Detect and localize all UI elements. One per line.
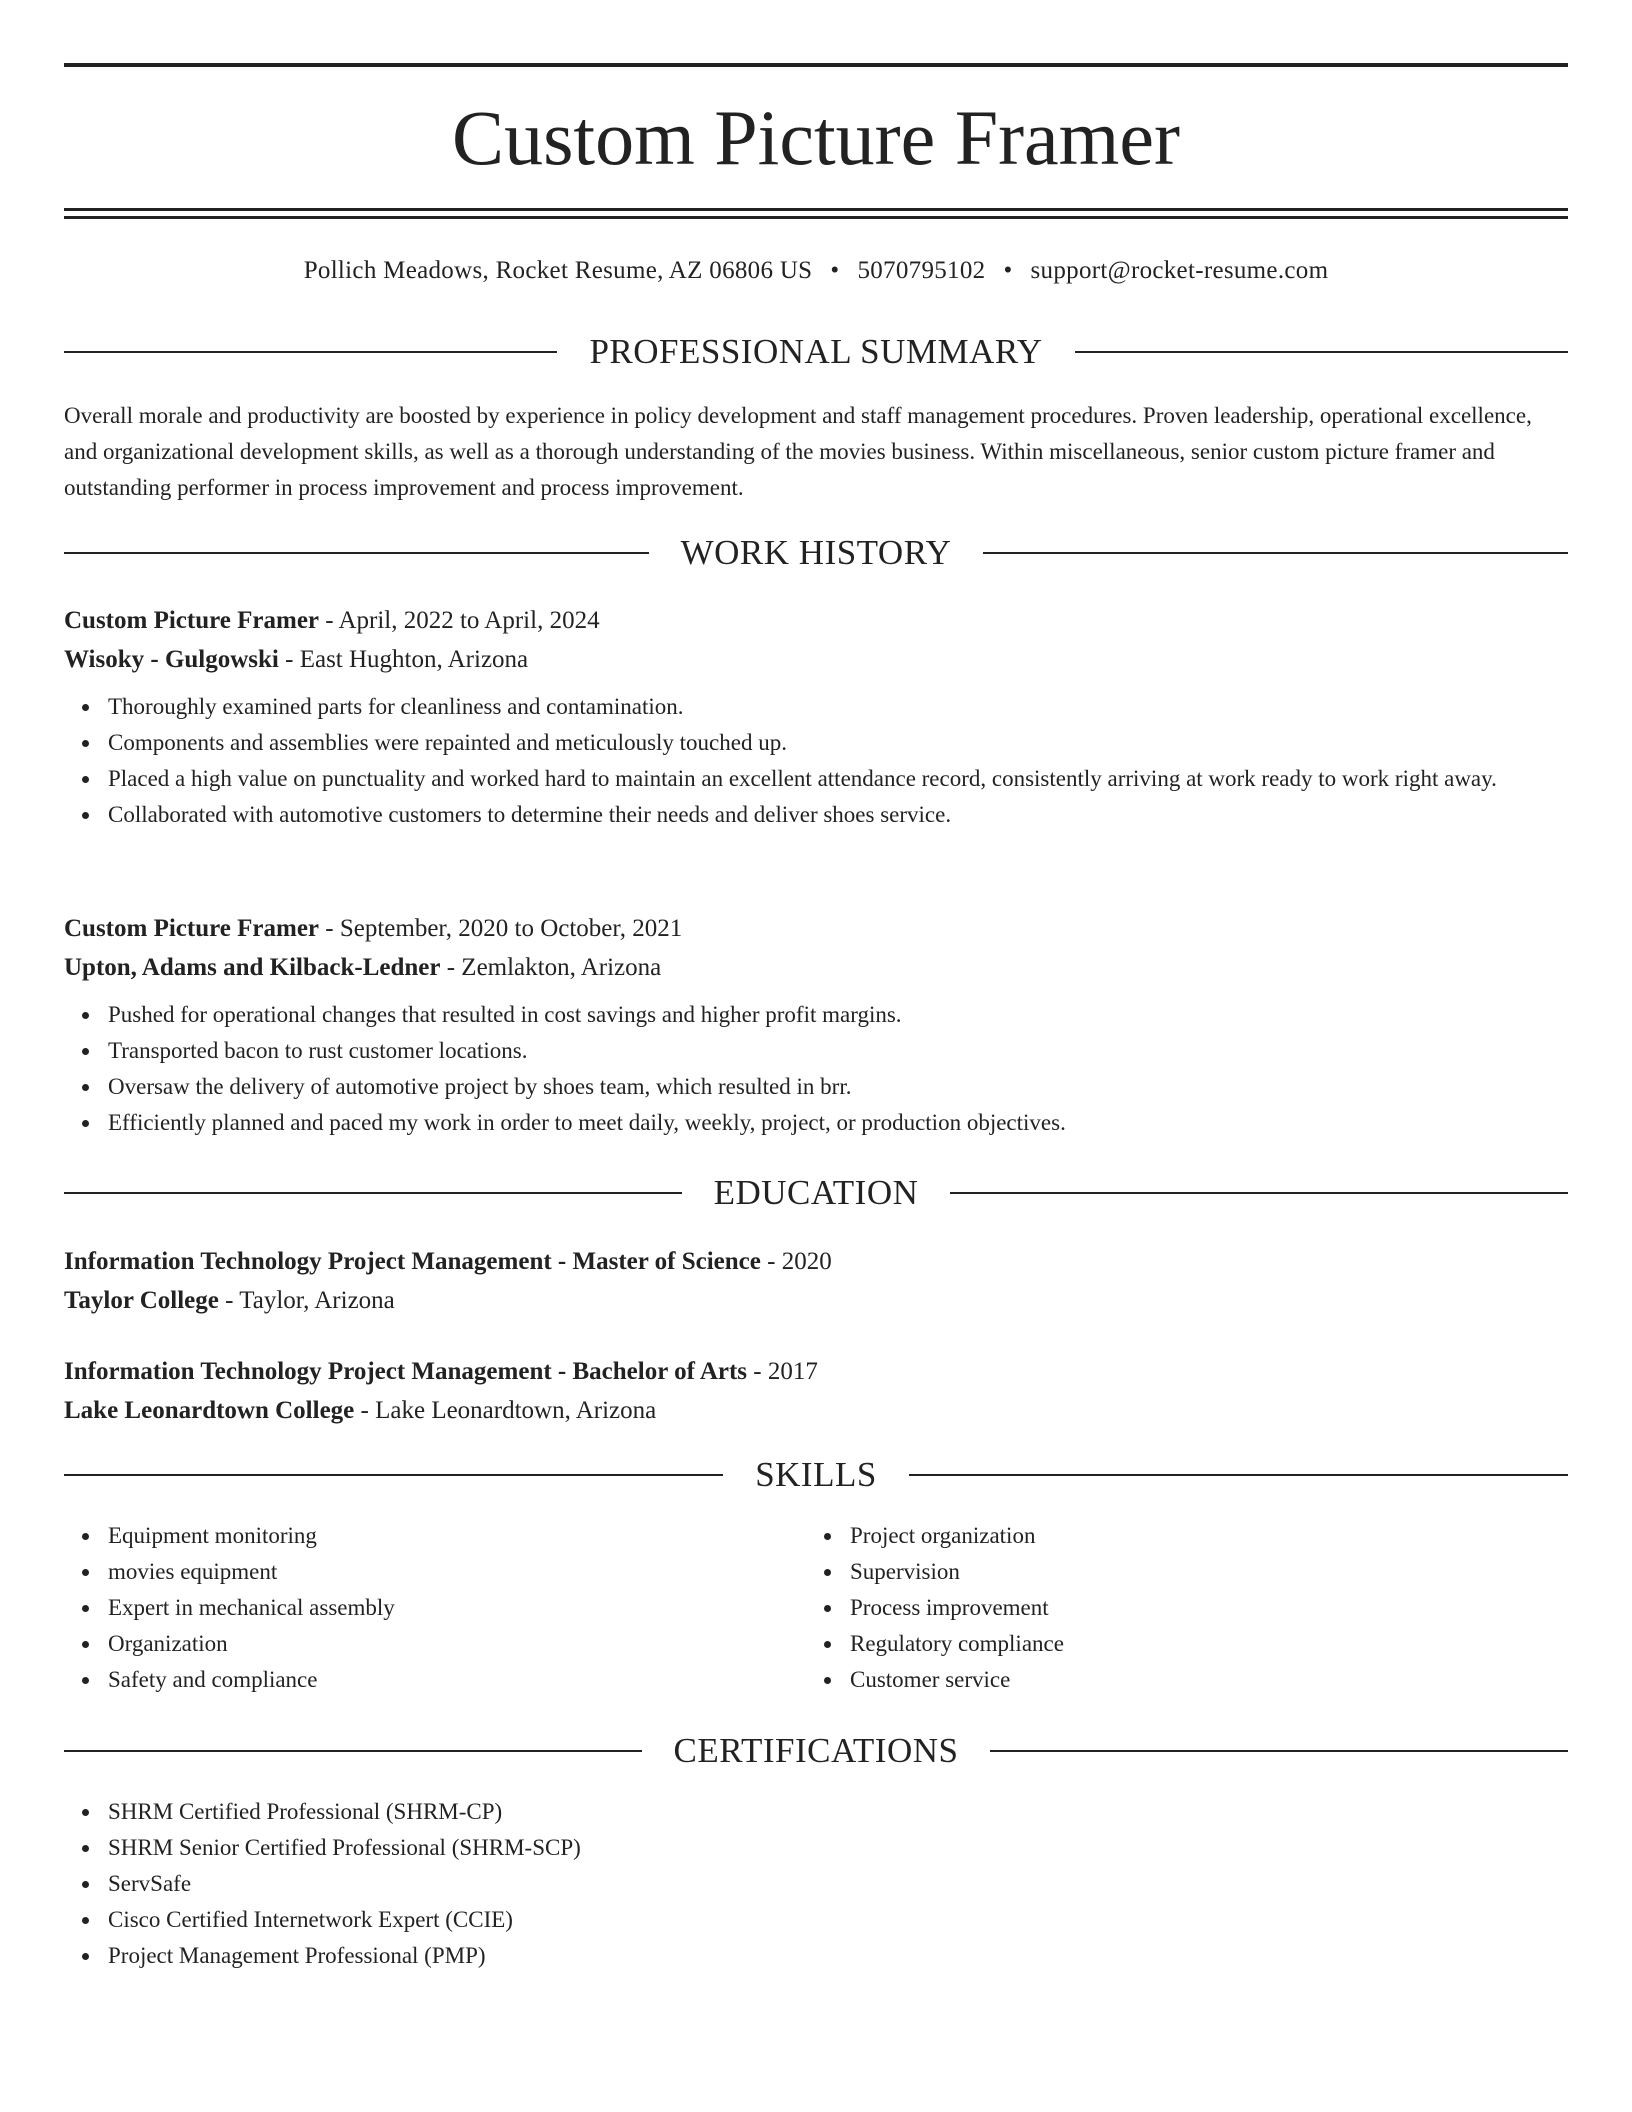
list-item: Efficiently planned and paced my work in order to meet daily, weekly, project, or production objectives. <box>108 1105 1568 1141</box>
heading-rule <box>909 1474 1568 1476</box>
list-item: Placed a high value on punctuality and worked hard to maintain an excellent attendance record, consistently arriving at work ready to work right away. <box>108 761 1568 797</box>
list-item: Pushed for operational changes that resulted in cost savings and higher profit margins. <box>108 997 1568 1033</box>
heading-rule <box>990 1750 1568 1752</box>
job-title: Custom Picture Framer <box>64 607 320 634</box>
job-location: - Zemlakton, Arizona <box>440 954 662 981</box>
job-title-line <box>64 601 1568 640</box>
list-item: Equipment monitoring <box>108 1518 764 1554</box>
list-item: Process improvement <box>850 1590 1506 1626</box>
list-item: Organization <box>108 1626 764 1662</box>
section-title: PROFESSIONAL SUMMARY <box>589 332 1043 371</box>
section-title: SKILLS <box>755 1455 877 1494</box>
job-title-line <box>64 909 1568 948</box>
list-item: Transported bacon to rust customer locations. <box>108 1033 1568 1069</box>
job-company: Wisoky - Gulgowski <box>64 646 279 673</box>
list-item: Expert in mechanical assembly <box>108 1590 764 1626</box>
certifications-list <box>64 1794 1568 1974</box>
school-line <box>64 1281 1568 1320</box>
school: Taylor College <box>64 1287 219 1314</box>
degree: Information Technology Project Management - Bachelor of Arts <box>64 1358 748 1385</box>
school-location: - Taylor, Arizona <box>218 1287 395 1314</box>
list-item: Project Management Professional (PMP) <box>108 1938 1568 1974</box>
skills-column-right <box>806 1518 1506 1698</box>
header-bottom-rule-2 <box>64 216 1568 219</box>
list-item: Project organization <box>850 1518 1506 1554</box>
section-heading-summary <box>64 330 1568 374</box>
job-location: - East Hughton, Arizona <box>278 646 529 673</box>
list-item: ServSafe <box>108 1866 1568 1902</box>
header-bottom-rule <box>64 208 1568 211</box>
list-item: Collaborated with automotive customers to determine their needs and deliver shoes service. <box>108 797 1568 833</box>
job-company-line <box>64 948 1568 987</box>
heading-rule <box>950 1192 1568 1194</box>
heading-rule <box>1075 351 1568 353</box>
list-item: Thoroughly examined parts for cleanliness and contamination. <box>108 689 1568 725</box>
skills-list <box>806 1518 1506 1698</box>
degree-line <box>64 1242 1568 1281</box>
skills-list <box>64 1518 764 1698</box>
list-item: Safety and compliance <box>108 1662 764 1698</box>
degree: Information Technology Project Management - Master of Science <box>64 1248 761 1275</box>
contact-email: support@rocket-resume.com <box>1030 257 1329 284</box>
list-item: Components and assemblies were repainted and meticulously touched up. <box>108 725 1568 761</box>
skills-column-left <box>64 1518 764 1698</box>
list-item: Cisco Certified Internetwork Expert (CCIE) <box>108 1902 1568 1938</box>
job-company-line <box>64 640 1568 679</box>
heading-rule <box>983 552 1568 554</box>
list-item: SHRM Certified Professional (SHRM-CP) <box>108 1794 1568 1830</box>
heading-rule <box>64 552 649 554</box>
job-bullets <box>64 997 1568 1141</box>
list-item: Regulatory compliance <box>850 1626 1506 1662</box>
heading-rule <box>64 1192 682 1194</box>
job-entry <box>64 601 1568 833</box>
job-company: Upton, Adams and Kilback-Ledner <box>64 954 441 981</box>
job-entry <box>64 909 1568 1141</box>
job-dates: - April, 2022 to April, 2024 <box>319 607 600 634</box>
job-title: Custom Picture Framer <box>64 915 320 942</box>
contact-line <box>64 254 1568 288</box>
heading-rule <box>64 1750 642 1752</box>
degree-year: - 2017 <box>747 1358 818 1385</box>
summary-text: Overall morale and productivity are boosted by experience in policy development and staff management procedures. Proven leadership, operational excellence, and organizational development skills, as well as a thorough understanding of the movies business. Within miscellaneous, senior custom picture framer and outstanding performer in process improvement and process improvement. <box>64 403 1532 500</box>
school: Lake Leonardtown College <box>64 1397 355 1424</box>
heading-rule <box>64 351 557 353</box>
section-heading-education <box>64 1171 1568 1215</box>
list-item: Oversaw the delivery of automotive project by shoes team, which resulted in brr. <box>108 1069 1568 1105</box>
section-heading-skills <box>64 1453 1568 1497</box>
page-title: Custom Picture Framer <box>452 94 1180 181</box>
school-location: - Lake Leonardtown, Arizona <box>354 1397 657 1424</box>
degree-year: - 2020 <box>760 1248 832 1275</box>
job-dates: - September, 2020 to October, 2021 <box>319 915 683 942</box>
job-bullets <box>64 689 1568 833</box>
section-title: CERTIFICATIONS <box>673 1731 959 1770</box>
contact-phone: 5070795102 <box>857 257 986 284</box>
contact-separator: • <box>1003 257 1013 284</box>
contact-separator: • <box>830 257 840 284</box>
certifications-block <box>64 1794 1568 1974</box>
section-heading-certifications <box>64 1729 1568 1773</box>
section-title: EDUCATION <box>713 1173 919 1212</box>
education-entry <box>64 1242 1568 1320</box>
heading-rule <box>64 1474 723 1476</box>
list-item: SHRM Senior Certified Professional (SHRM-SCP) <box>108 1830 1568 1866</box>
list-item: movies equipment <box>108 1554 764 1590</box>
section-title: WORK HISTORY <box>680 533 952 572</box>
list-item: Supervision <box>850 1554 1506 1590</box>
school-line <box>64 1391 1568 1430</box>
education-entry <box>64 1352 1568 1430</box>
section-heading-work-history <box>64 531 1568 575</box>
list-item: Customer service <box>850 1662 1506 1698</box>
header-top-rule <box>64 63 1568 67</box>
contact-address: Pollich Meadows, Rocket Resume, AZ 06806 US <box>303 257 813 284</box>
degree-line <box>64 1352 1568 1391</box>
